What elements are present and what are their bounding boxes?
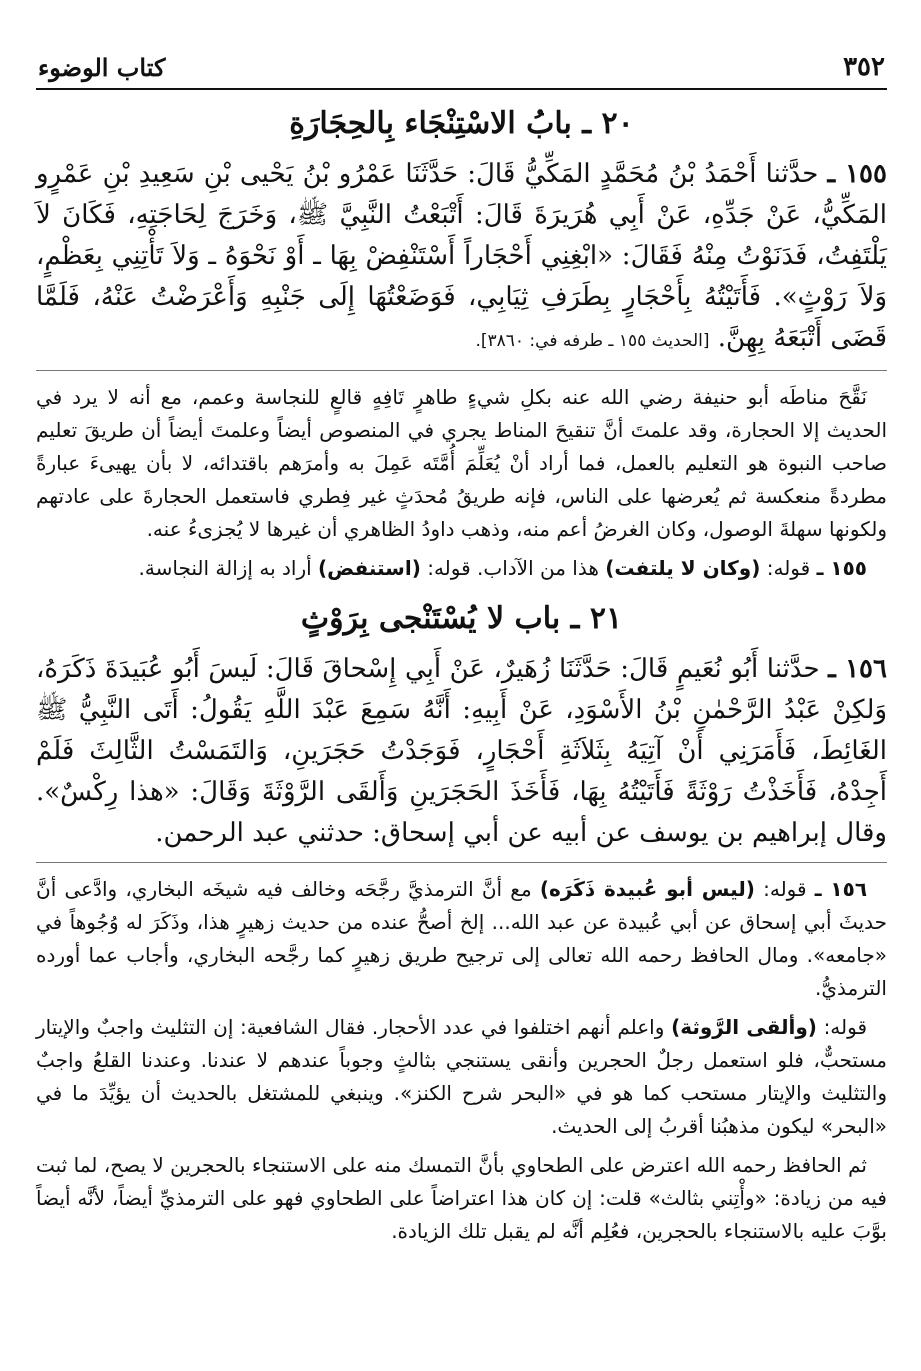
commentary-155-quote-2: (استنفض) (318, 556, 421, 580)
hadith-155-number: ١٥٥ ـ (827, 159, 887, 189)
commentary-156-para-3: ثم الحافظ رحمه الله اعترض على الطحاوي بأنَّ التمسك منه على الاستنجاء بالحجرين لا يصح، لما ثبت فيه من زيادة: «وأْتِني بثالث» قلت: إن كان هذا اعتراضاً على الطحاوي فهو على الترمذيِّ أيضاً، لأنَّه أيضاً بوَّبَ عليه بالاستنجاء بالحجرين، فعُلِم أنَّه لم يقبل تلك الزيادة. (36, 1153, 887, 1243)
commentary-155-para-1: نَقَّحَ مناطَه أبو حنيفة رضي الله عنه بكلِ شيءٍ طاهرٍ تَافِهٍ قالعٍ للنجاسة وعمم، مع أنه لا يرد في الحديث إلا الحجارة، وقد علمتَ أنَّ تنقيحَ المناط يجري في المنصوص أيضاً وعلمتَ أيضاً أن طريقَ تعليم صاحب النبوة هو التعليم بالعمل، فما أراد أنْ يُعَلِّمَ أُمَّتَه عَمِلَ به وأمرَهم باقتدائه، لا بأن يهيىءَ عبارةً مطردةً منعكسة ثم يُعرضها على الناس، فإنه طريقُ مُحدَثٍ غير فِطري فاستعمل الحجارةَ على عادتهم ولكونها سهلةَ الوصول، وكان الغرضُ أعم منه، وذهب داودُ الظاهري أن غيرها لا يُجزىءُ عنه. (36, 385, 887, 541)
hadith-156-number: ١٥٦ ـ (828, 654, 887, 684)
hadith-155-text: حدَّثنا أَحْمَدُ بْنُ مُحَمَّدٍ المَكِّيُّ قَالَ: حَدَّثَنَا عَمْرُو بْنُ يَحْيى بْنِ سَعِيدِ بْنِ عَمْرٍو المَكِّيُّ، عَنْ جَدِّهِ، عَنْ أَبِي هُرَيرَةَ قَالَ: أَتْبَعْتُ النَّبِيَّ ﷺ، وَخَرَجَ لِحَاجَتِهِ، فَكَانَ لاَ يَلْتَفِتُ، فَدَنَوْتُ مِنْهُ فَقَالَ: «ابْغِنِي أَحْجَاراً أَسْتَنْفِضْ بِهَا ـ أَوْ نَحْوَهُ ـ وَلاَ تَأْتِنِي بِعَظْمٍ، وَلاَ رَوْثٍ». فَأَتَيْتُهُ بِأَحْجَارٍ بِطَرَفِ ثِيَابِي، فَوَضَعْتُهَا إِلَى جَنْبِهِ وَأَعْرَضْتُ عَنْهُ، فَلَمَّا قَضَى أَتْبَعَهُ بِهِنَّ. (36, 159, 887, 353)
hadith-155 (36, 154, 887, 362)
chapter-20-title: ٢٠ ـ بابُ الاسْتِنْجَاء بِالحِجَارَةِ (289, 106, 634, 141)
hadith-156-text: حدَّثنا أَبُو نُعَيمٍ قَالَ: حَدَّثَنَا زُهَيرٌ، عَنْ أَبِي إِسْحاقَ قَالَ: لَيسَ أَبُو عُبَيدَةَ ذَكَرَهُ، وَلكِنْ عَبْدُ الرَّحْمٰنِ بْنُ الأَسْوَدِ، عَنْ أَبِيهِ: أَنَّهُ سَمِعَ عَبْدَ اللَّهِ يَقُولُ: أَتَى النَّبِيُّ ﷺ الغَائِطَ، فَأَمَرَنِي أَنْ آتِيَهُ بِثَلاَثَةِ أَحْجَارٍ، فَوَجَدْتُ حَجَرَينِ، وَالتَمَسْتُ الثَّالِثَ فَلَمْ أَجِدْهُ، فَأَخَذْتُ رَوْثَةً فَأَتَيْتُهُ بِهَا، فَأَخَذَ الحَجَرَينِ وَأَلقَى الرَّوْثَةَ وَقَالَ: «هذا رِكْسٌ». وقال إبراهيم بن يوسف عن أبيه عن أبي إسحاق: حدثني عبد الرحمن. (36, 654, 887, 848)
divider (36, 862, 887, 863)
commentary-156-para-2-quote: (وألقى الرَّوثة) (671, 1015, 817, 1039)
commentary-155-number: ١٥٥ ـ (816, 556, 867, 580)
commentary-156-para-2 (36, 1011, 887, 1143)
hadith-155-reference: [الحديث ١٥٥ ـ طرفه في: ٣٨٦٠]. (475, 331, 710, 351)
book-title: كتاب الوضوء (38, 53, 166, 82)
commentary-155-quote-1: (وكان لا يلتفت) (605, 556, 761, 580)
commentary-155-lead: قوله: (766, 556, 811, 580)
commentary-156-para-2-lead: قوله: (823, 1015, 868, 1039)
commentary-156-para-2-text: واعلم أنهم اختلفوا في عدد الأحجار. فقال الشافعية: إن التثليث واجبٌ والإيتار مستحبٌّ، فلو استعمل رجلٌ الحجرين وأنقى يستنجي بثالثٍ وجوباً عندهم لا عندنا. وعندنا القلعُ واجبٌ والتثليث والإيتار مستحب كما هو في «البحر شرح الكنز». وينبغي للمشتغل بالحديث أن يؤيِّدَ ما في «البحر» ليكون مذهبُنا أقربُ إلى الحديث. (36, 1015, 887, 1138)
page-header (36, 40, 887, 90)
commentary-155-para-2 (36, 552, 887, 585)
hadith-156 (36, 649, 887, 854)
commentary-155-end: أراد به إزالة النجاسة. (138, 556, 312, 580)
page (36, 40, 887, 1340)
commentary-155-mid: هذا من الآداب. قوله: (427, 556, 599, 580)
chapter-21-title: ٢١ ـ باب لا يُسْتَنْجى بِرَوْثٍ (300, 601, 623, 636)
commentary-156-quote: (ليس أبو عُبيدة ذَكَرَه) (539, 877, 755, 901)
commentary-156-lead: قوله: (763, 877, 807, 901)
page-number: ٣٥٢ (843, 52, 885, 82)
commentary-156-para-1 (36, 873, 887, 1005)
commentary-156-number: ١٥٦ ـ (814, 877, 868, 901)
divider (36, 370, 887, 371)
commentary-156-text: مع أنَّ الترمذيَّ رجَّحَه وخالف فيه شيخَه البخاري، وادَّعى أنَّ حديثَ أبي إسحاق عن أبي عُبيدة عن عبد الله... إلخ أصحُّ عنده من حديث زهيرٍ هذا، وذَكَرَ له وُجُوهاً في «جامعه». ومال الحافظ رحمه الله تعالى إلى ترجيح طريق زهيرٍ كما رجَّحه البخاري، وأجاب عما أورده الترمذيُّ. (36, 877, 887, 1000)
